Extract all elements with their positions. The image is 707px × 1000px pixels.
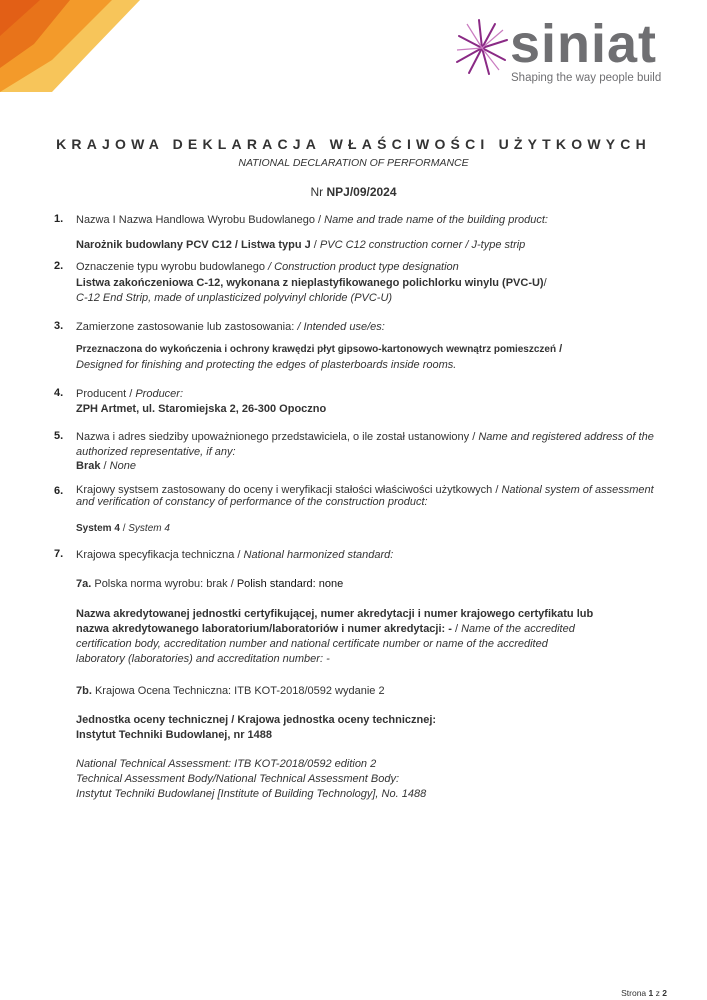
section-1-label-pl: Nazwa I Nazwa Handlowa Wyrobu Budowlanego /	[76, 214, 325, 226]
section-5-value-en: None	[109, 460, 136, 472]
section-1-label	[76, 213, 659, 228]
technical-body	[76, 713, 659, 743]
section-1-label-en: Name and trade name of the building product:	[324, 214, 548, 226]
section-1-separator: /	[310, 239, 320, 251]
section-7a-accreditation	[76, 607, 659, 667]
section-7b	[76, 684, 659, 699]
page-current: 1	[648, 988, 654, 998]
section-3-label	[76, 320, 659, 335]
section-1-value-pl: Narożnik budowlany PCV C12 / Listwa typu J	[76, 239, 311, 251]
accreditation-separator: /	[451, 623, 462, 635]
page-indicator	[621, 988, 667, 998]
section-7b-number: 7b.	[76, 685, 92, 697]
technical-body-line-2: Instytut Techniki Budowlanej, nr 1488	[76, 729, 273, 741]
section-6-label-en-2: and verification of constancy of performance of the construction product:	[76, 495, 428, 508]
accreditation-en-line-3: laboratory (laboratories) and accreditation number: -	[76, 653, 330, 665]
document-title: KRAJOWA DEKLARACJA WŁAŚCIWOŚCI UŻYTKOWYCH	[56, 136, 651, 152]
section-6-value-pl: System 4	[76, 523, 120, 534]
technical-body-en	[76, 757, 659, 802]
section-1-value-en: PVC C12 construction corner / J-type strip	[319, 239, 526, 251]
brand-logo-text: siniat	[510, 14, 658, 74]
accreditation-pl-line-2: nazwa akredytowanego laboratorium/laboratoriów i numer akredytacji: -	[76, 623, 452, 635]
document-number-value: NPJ/09/2024	[326, 185, 397, 199]
section-7a-text-en: Polish standard: none	[236, 578, 344, 590]
technical-body-en-line-1: National Technical Assessment: ITB KOT-2018/0592 edition 2	[76, 758, 377, 770]
section-4-label-pl: Producent /	[76, 388, 136, 400]
section-6-value	[76, 522, 659, 537]
document-number-prefix: Nr	[310, 185, 324, 199]
accreditation-en-line-2: certification body, accreditation number and national certificate number or name of the accredited	[76, 638, 548, 650]
page-total: 2	[662, 988, 667, 998]
accreditation-pl-line-1: Nazwa akredytowanej jednostki certyfikującej, numer akredytacji i numer krajowego certyfikatu lub	[76, 608, 594, 620]
section-7-label-en: National harmonized standard:	[243, 549, 394, 561]
technical-body-en-line-3: Instytut Techniki Budowlanej [Institute of Building Technology], No. 1488	[76, 788, 427, 800]
section-6-value-en: System 4	[128, 523, 170, 534]
section-7-label	[76, 548, 659, 563]
section-5-number: 5.	[54, 430, 64, 442]
section-5-label-pl: Nazwa i adres siedziby upoważnionego przedstawiciela, o ile został ustanowiony /	[76, 431, 479, 443]
section-1-number: 1.	[54, 213, 64, 225]
section-5-value-pl: Brak	[76, 460, 101, 472]
section-5-label-en-1: Name and registered address of the	[478, 431, 654, 443]
section-2-value-en: C-12 End Strip, made of unplasticized polyvinyl chloride (PVC-U)	[76, 291, 393, 304]
section-3-value	[76, 342, 659, 372]
section-2-label-en: / Construction product type designation	[268, 261, 459, 273]
section-6-separator: /	[119, 523, 129, 534]
section-7-label-pl: Krajowa specyfikacja techniczna /	[76, 549, 244, 561]
section-3-value-pl: Przeznaczona do wykończenia i ochrony krawędzi płyt gipsowo-kartonowych wewnątrz pomieszczeń	[76, 344, 557, 355]
section-6-label-pl: Krajowy systsem zastosowany do oceny i weryfikacji stałości właściwości użytkowych /	[76, 484, 502, 496]
section-7a	[76, 577, 659, 592]
page-label: Strona	[621, 988, 647, 998]
section-1-value	[76, 238, 659, 253]
section-3-value-en: Designed for finishing and protecting the edges of plasterboards inside rooms.	[76, 358, 457, 371]
section-2-value-pl: Listwa zakończeniowa C-12, wykonana z nieplastyfikowanego polichlorku winylu (PVC-U)	[76, 277, 544, 289]
document-subtitle: NATIONAL DECLARATION OF PERFORMANCE	[238, 157, 469, 169]
section-5-separator: /	[100, 460, 110, 472]
section-3-label-en: / Intended use/es:	[297, 321, 385, 333]
section-7a-number: 7a.	[76, 578, 92, 590]
section-2-value	[76, 276, 659, 305]
corner-decoration	[0, 0, 140, 92]
technical-body-line-1: Jednostka oceny technicznej / Krajowa jednostka oceny technicznej:	[76, 714, 437, 726]
technical-body-en-line-2: Technical Assessment Body/National Technical Assessment Body:	[76, 773, 400, 785]
section-4-label	[76, 387, 659, 416]
section-6-label-en-1: National system of assessment	[501, 484, 654, 496]
section-4-value: ZPH Artmet, ul. Staromiejska 2, 26-300 Opoczno	[76, 402, 327, 415]
section-2-label	[76, 260, 659, 275]
section-7a-text-pl: Polska norma wyrobu: brak /	[91, 578, 237, 590]
section-2-label-pl: Oznaczenie typu wyrobu budowlanego	[76, 261, 269, 273]
section-3-number: 3.	[54, 320, 64, 332]
brand-tagline: Shaping the way people build	[511, 72, 662, 84]
section-5-label-en-2: authorized representative, if any:	[76, 445, 236, 458]
section-3-label-pl: Zamierzone zastosowanie lub zastosowania:	[76, 321, 298, 333]
section-5-label	[76, 430, 659, 474]
section-6-label	[76, 485, 659, 508]
section-3-separator: /	[556, 343, 563, 355]
document-number	[0, 185, 707, 199]
section-7b-text: Krajowa Ocena Techniczna: ITB KOT-2018/0592 wydanie 2	[91, 685, 385, 697]
section-2-number: 2.	[54, 260, 64, 272]
section-4-label-en: Producer:	[135, 388, 184, 400]
section-4-number: 4.	[54, 387, 64, 399]
section-2-separator: /	[543, 277, 547, 289]
siniat-star-icon	[455, 18, 510, 78]
page-separator: z	[655, 988, 660, 998]
accreditation-en-line-1: Name of the accredited	[461, 623, 575, 635]
section-7-number: 7.	[54, 548, 64, 560]
section-6-number: 6.	[54, 485, 64, 497]
